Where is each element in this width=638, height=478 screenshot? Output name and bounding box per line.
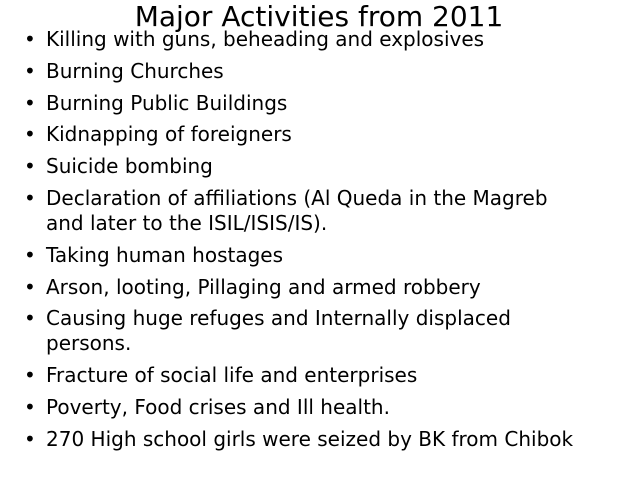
bullet-text: Taking human hostages [46, 242, 284, 267]
bullet-icon: • [24, 426, 36, 451]
bullet-item [24, 154, 624, 179]
bullet-text: Arson, looting, Pillaging and armed robbery [46, 274, 481, 299]
bullet-text: 270 High school girls were seized by BK from Chibok [46, 426, 574, 451]
bullet-item [24, 395, 624, 420]
bullet-text: Poverty, Food crises and Ill health. [46, 394, 390, 419]
bullet-icon: • [24, 363, 36, 388]
bullet-icon: • [24, 242, 36, 267]
bullet-text: Killing with guns, beheading and explosives [46, 27, 485, 51]
bullet-icon: • [24, 185, 36, 210]
bullet-text: Suicide bombing [46, 154, 213, 179]
bullet-text: Causing huge refuges and Internally displaced [46, 306, 511, 331]
bullet-item [24, 306, 624, 356]
bullet-item [24, 27, 624, 52]
bullet-text: Fracture of social life and enterprises [46, 363, 418, 388]
bullet-icon: • [24, 90, 36, 115]
bullet-list [24, 27, 624, 459]
bullet-text: Burning Public Buildings [46, 90, 288, 115]
bullet-item [24, 59, 624, 84]
slide-title: Major Activities from 2011 [134, 0, 504, 33]
bullet-item [24, 427, 624, 452]
bullet-text-continued: and later to the ISIL/ISIS/IS). [46, 210, 328, 235]
bullet-item [24, 363, 624, 388]
bullet-icon: • [24, 274, 36, 299]
bullet-icon: • [24, 154, 36, 179]
bullet-icon: • [24, 306, 36, 331]
bullet-item [24, 275, 624, 300]
bullet-text-continued: persons. [46, 331, 132, 356]
bullet-item [24, 186, 624, 236]
bullet-text: Burning Churches [46, 58, 224, 83]
bullet-text: Declaration of affiliations (Al Queda in the Magreb [46, 185, 548, 210]
bullet-icon: • [24, 122, 36, 147]
bullet-text: Kidnapping of foreigners [46, 122, 292, 147]
bullet-icon: • [24, 394, 36, 419]
bullet-item [24, 91, 624, 116]
bullet-item [24, 243, 624, 268]
bullet-item [24, 122, 624, 147]
bullet-icon: • [24, 27, 36, 51]
bullet-icon: • [24, 58, 36, 83]
